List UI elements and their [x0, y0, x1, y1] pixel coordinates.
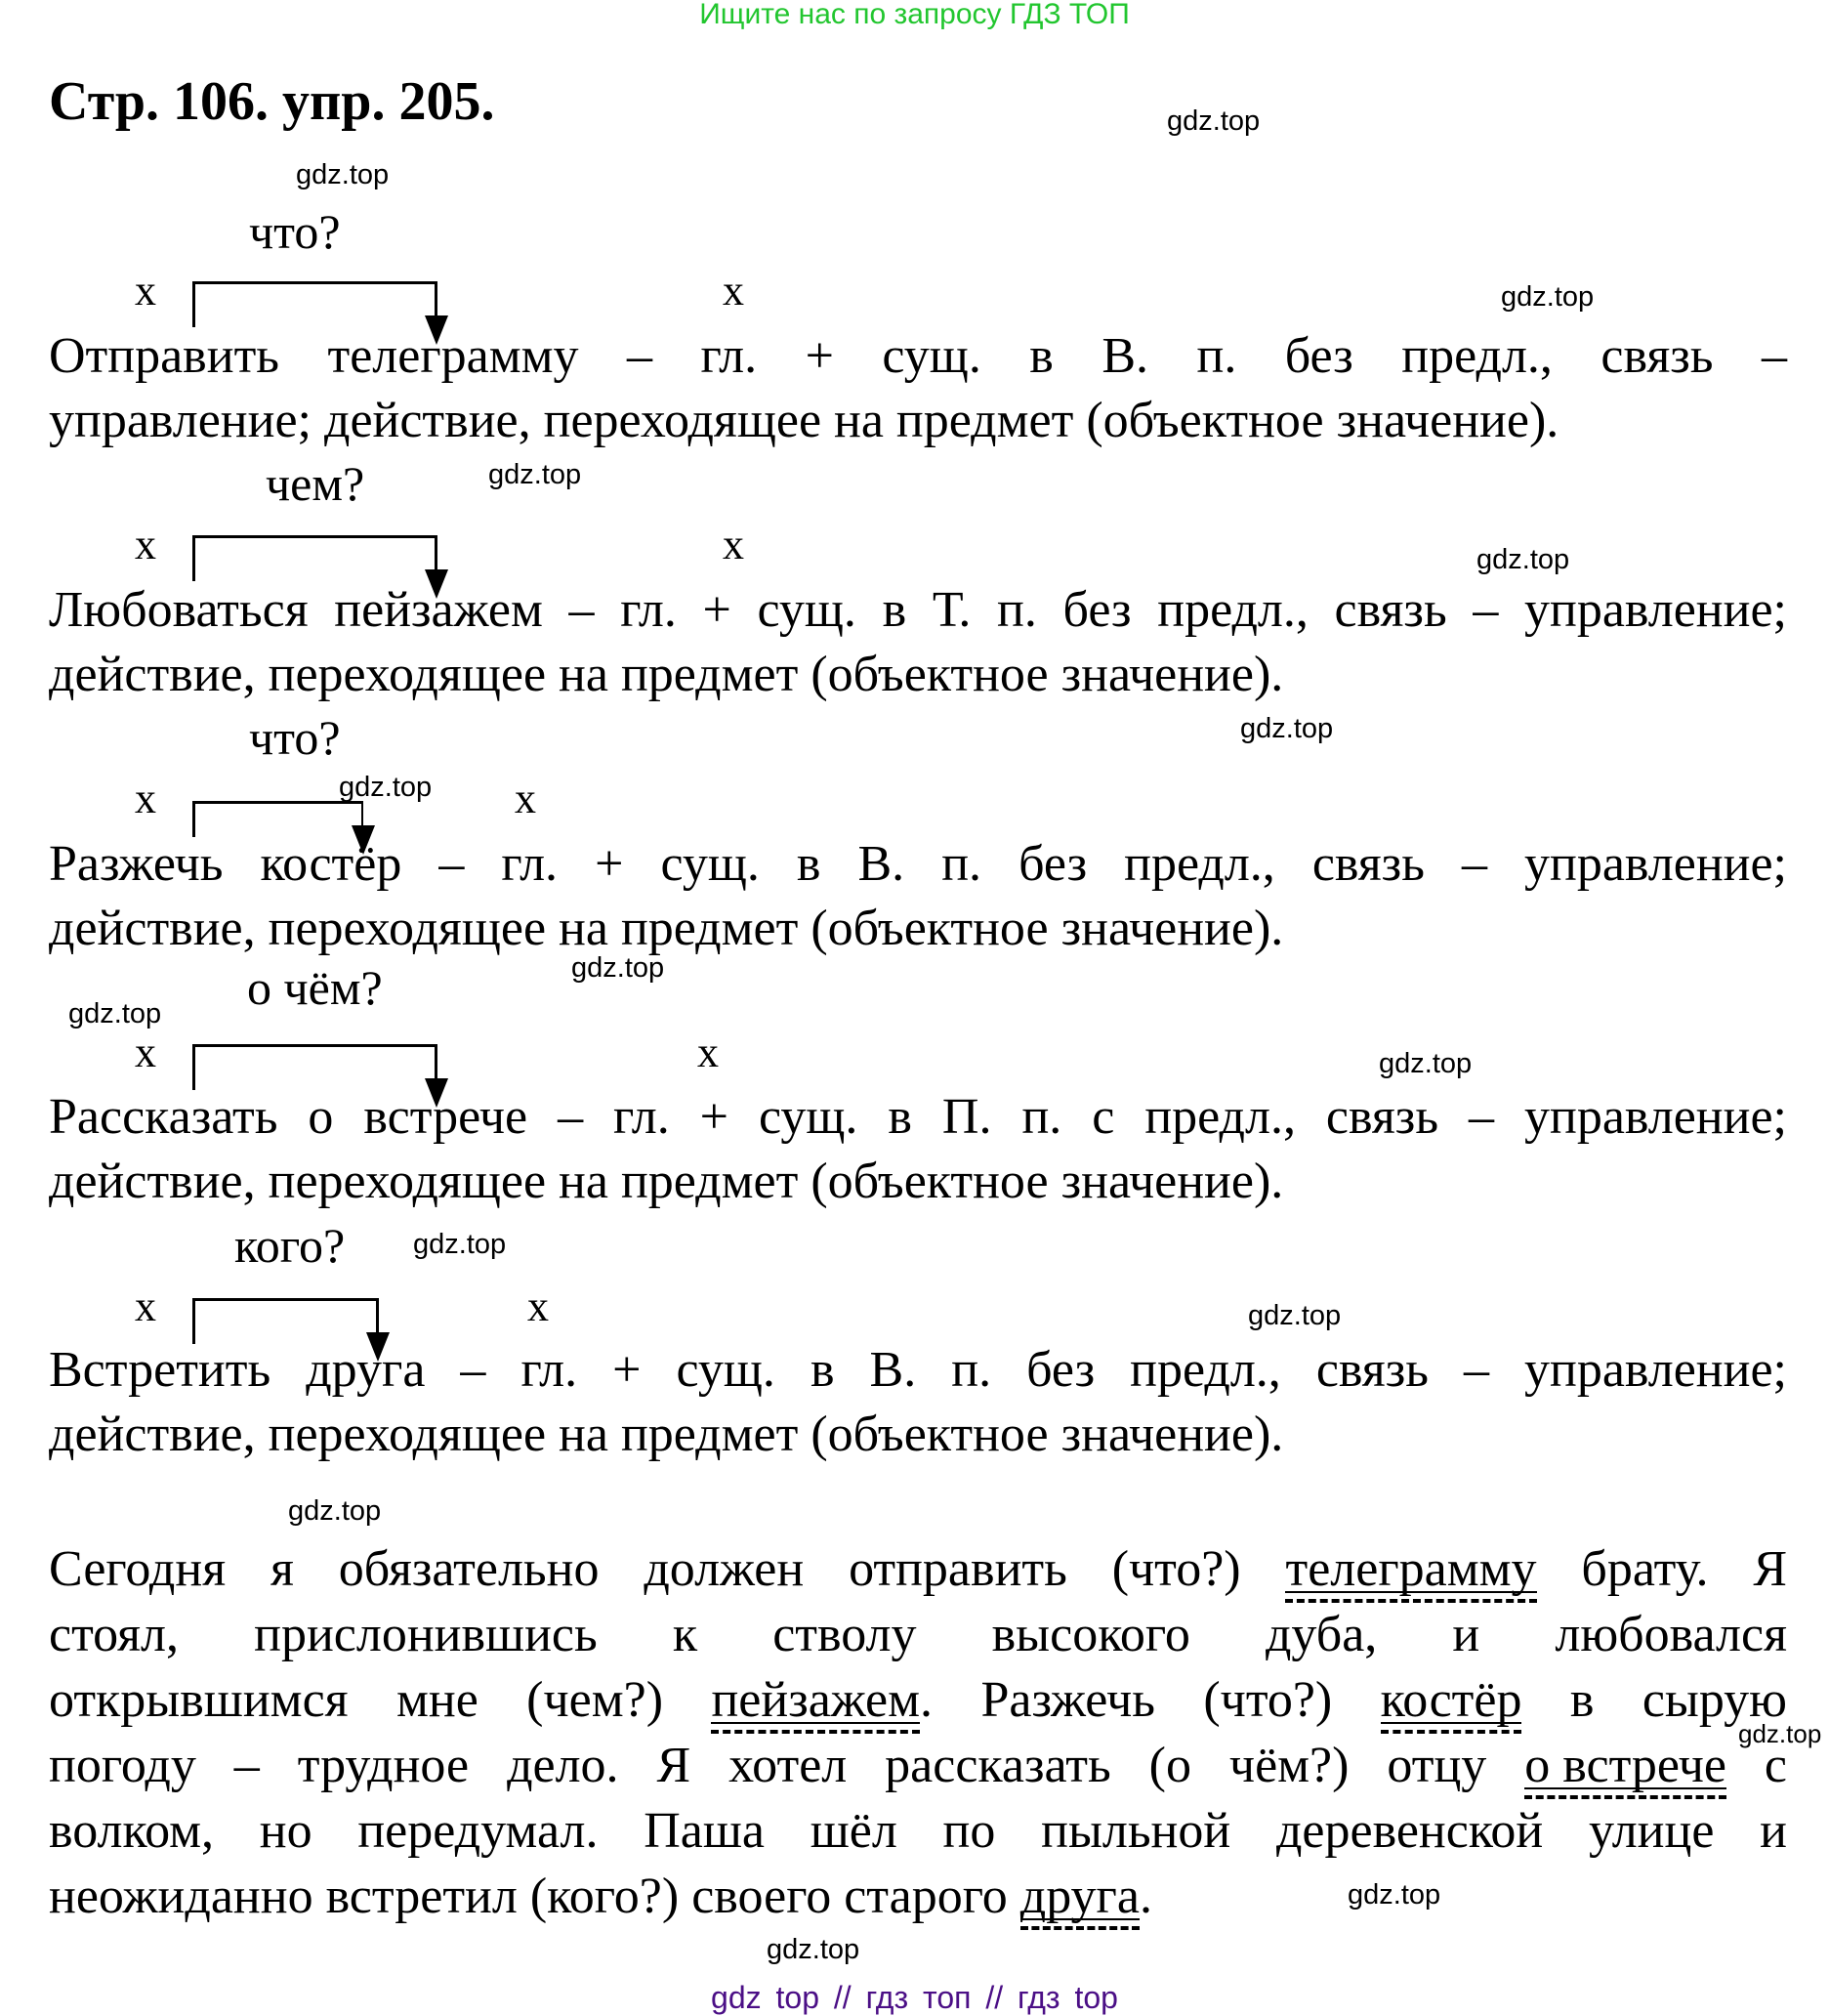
paragraph-line: стоял, прислонившись к стволу высокого дуба, и любовался — [49, 1607, 1787, 1662]
page-title: Стр. 106. упр. 205. — [49, 71, 495, 132]
phrase-analysis-line: действие, переходящее на предмет (объектное значение). — [49, 1407, 1284, 1462]
watermark: gdz.top — [1738, 1719, 1822, 1748]
object-underlined: костёр — [1380, 1672, 1522, 1728]
dependent-word-mark: x — [723, 521, 744, 568]
paragraph-line: открывшимся мне (чем?) пейзажем. Разжечь (что?) костёр в сырую — [49, 1672, 1788, 1728]
watermark: gdz.top — [488, 459, 582, 490]
question-label: о чём? — [247, 960, 383, 1015]
main-word-mark: x — [135, 1029, 156, 1076]
main-word-mark: x — [135, 521, 156, 568]
watermark: gdz.top — [571, 952, 665, 984]
dependency-arrow — [192, 535, 437, 581]
watermark: gdz.top — [1240, 713, 1334, 744]
paragraph-line: Сегодня я обязательно должен отправить (что?) телеграмму брату. Я — [49, 1541, 1787, 1597]
watermark: gdz.top — [288, 1495, 382, 1527]
paragraph-line: волком, но передумал. Паша шёл по пыльной деревенской улице и — [49, 1803, 1787, 1859]
dependent-word-mark: x — [697, 1029, 719, 1076]
watermark: gdz.top — [1476, 544, 1570, 575]
watermark: gdz.top — [413, 1229, 507, 1260]
object-underlined: о встрече — [1524, 1738, 1726, 1793]
watermark: gdz.top — [1501, 281, 1595, 313]
watermark: gdz.top — [1167, 105, 1261, 137]
watermark: gdz.top — [1379, 1048, 1473, 1079]
phrase-analysis-line: Любоваться пейзажем – гл. + сущ. в Т. п. без предл., связь – управление; — [49, 582, 1787, 638]
paragraph-line: погоду – трудное дело. Я хотел рассказать (о чём?) отцу о встрече с — [49, 1738, 1787, 1793]
dependency-arrow — [192, 281, 437, 327]
phrase-analysis-line: действие, переходящее на предмет (объектное значение). — [49, 901, 1284, 956]
main-word-mark: x — [135, 775, 156, 822]
main-word-mark: x — [135, 1282, 156, 1330]
watermark: gdz.top — [767, 1934, 860, 1965]
dependency-arrow — [192, 1298, 379, 1344]
main-word-mark: x — [135, 267, 156, 315]
phrase-analysis-line: действие, переходящее на предмет (объектное значение). — [49, 647, 1284, 702]
question-label: кого? — [234, 1218, 346, 1273]
phrase-analysis-line: Рассказать о встрече – гл. + сущ. в П. п. с предл., связь – управление; — [49, 1089, 1787, 1145]
search-promo-banner: Ищите нас по запросу ГДЗ ТОП — [699, 0, 1130, 30]
question-label: что? — [249, 204, 341, 259]
object-underlined: друга — [1019, 1869, 1140, 1924]
phrase-analysis-line: Встретить друга – гл. + сущ. в В. п. без предл., связь – управление; — [49, 1342, 1787, 1398]
phrase-analysis-line: Разжечь костёр – гл. + сущ. в В. п. без предл., связь – управление; — [49, 836, 1787, 892]
phrase-analysis-line: действие, переходящее на предмет (объектное значение). — [49, 1154, 1284, 1209]
footer-links: gdz top // гдз топ // гдз top — [711, 1980, 1118, 2015]
question-label: чем? — [266, 456, 365, 511]
example-paragraph — [49, 1536, 1787, 1929]
watermark: gdz.top — [1248, 1300, 1342, 1331]
object-underlined: телеграмму — [1285, 1541, 1537, 1597]
phrase-analysis-line: Отправить телеграмму – гл. + сущ. в В. п. без предл., связь – — [49, 328, 1787, 384]
dependent-word-mark: x — [515, 775, 536, 822]
question-label: что? — [249, 710, 341, 765]
dependent-word-mark: x — [723, 267, 744, 315]
watermark: gdz.top — [339, 772, 433, 803]
dependency-arrow — [192, 1044, 437, 1090]
phrase-analysis-line: управление; действие, переходящее на предмет (объектное значение). — [49, 393, 1559, 448]
object-underlined: пейзажем — [711, 1672, 921, 1728]
watermark: gdz.top — [296, 159, 390, 190]
watermark: gdz.top — [68, 998, 162, 1029]
dependent-word-mark: x — [527, 1282, 549, 1330]
paragraph-line: неожиданно встретил (кого?) своего старого друга. — [49, 1869, 1152, 1924]
watermark: gdz.top — [1348, 1879, 1441, 1911]
